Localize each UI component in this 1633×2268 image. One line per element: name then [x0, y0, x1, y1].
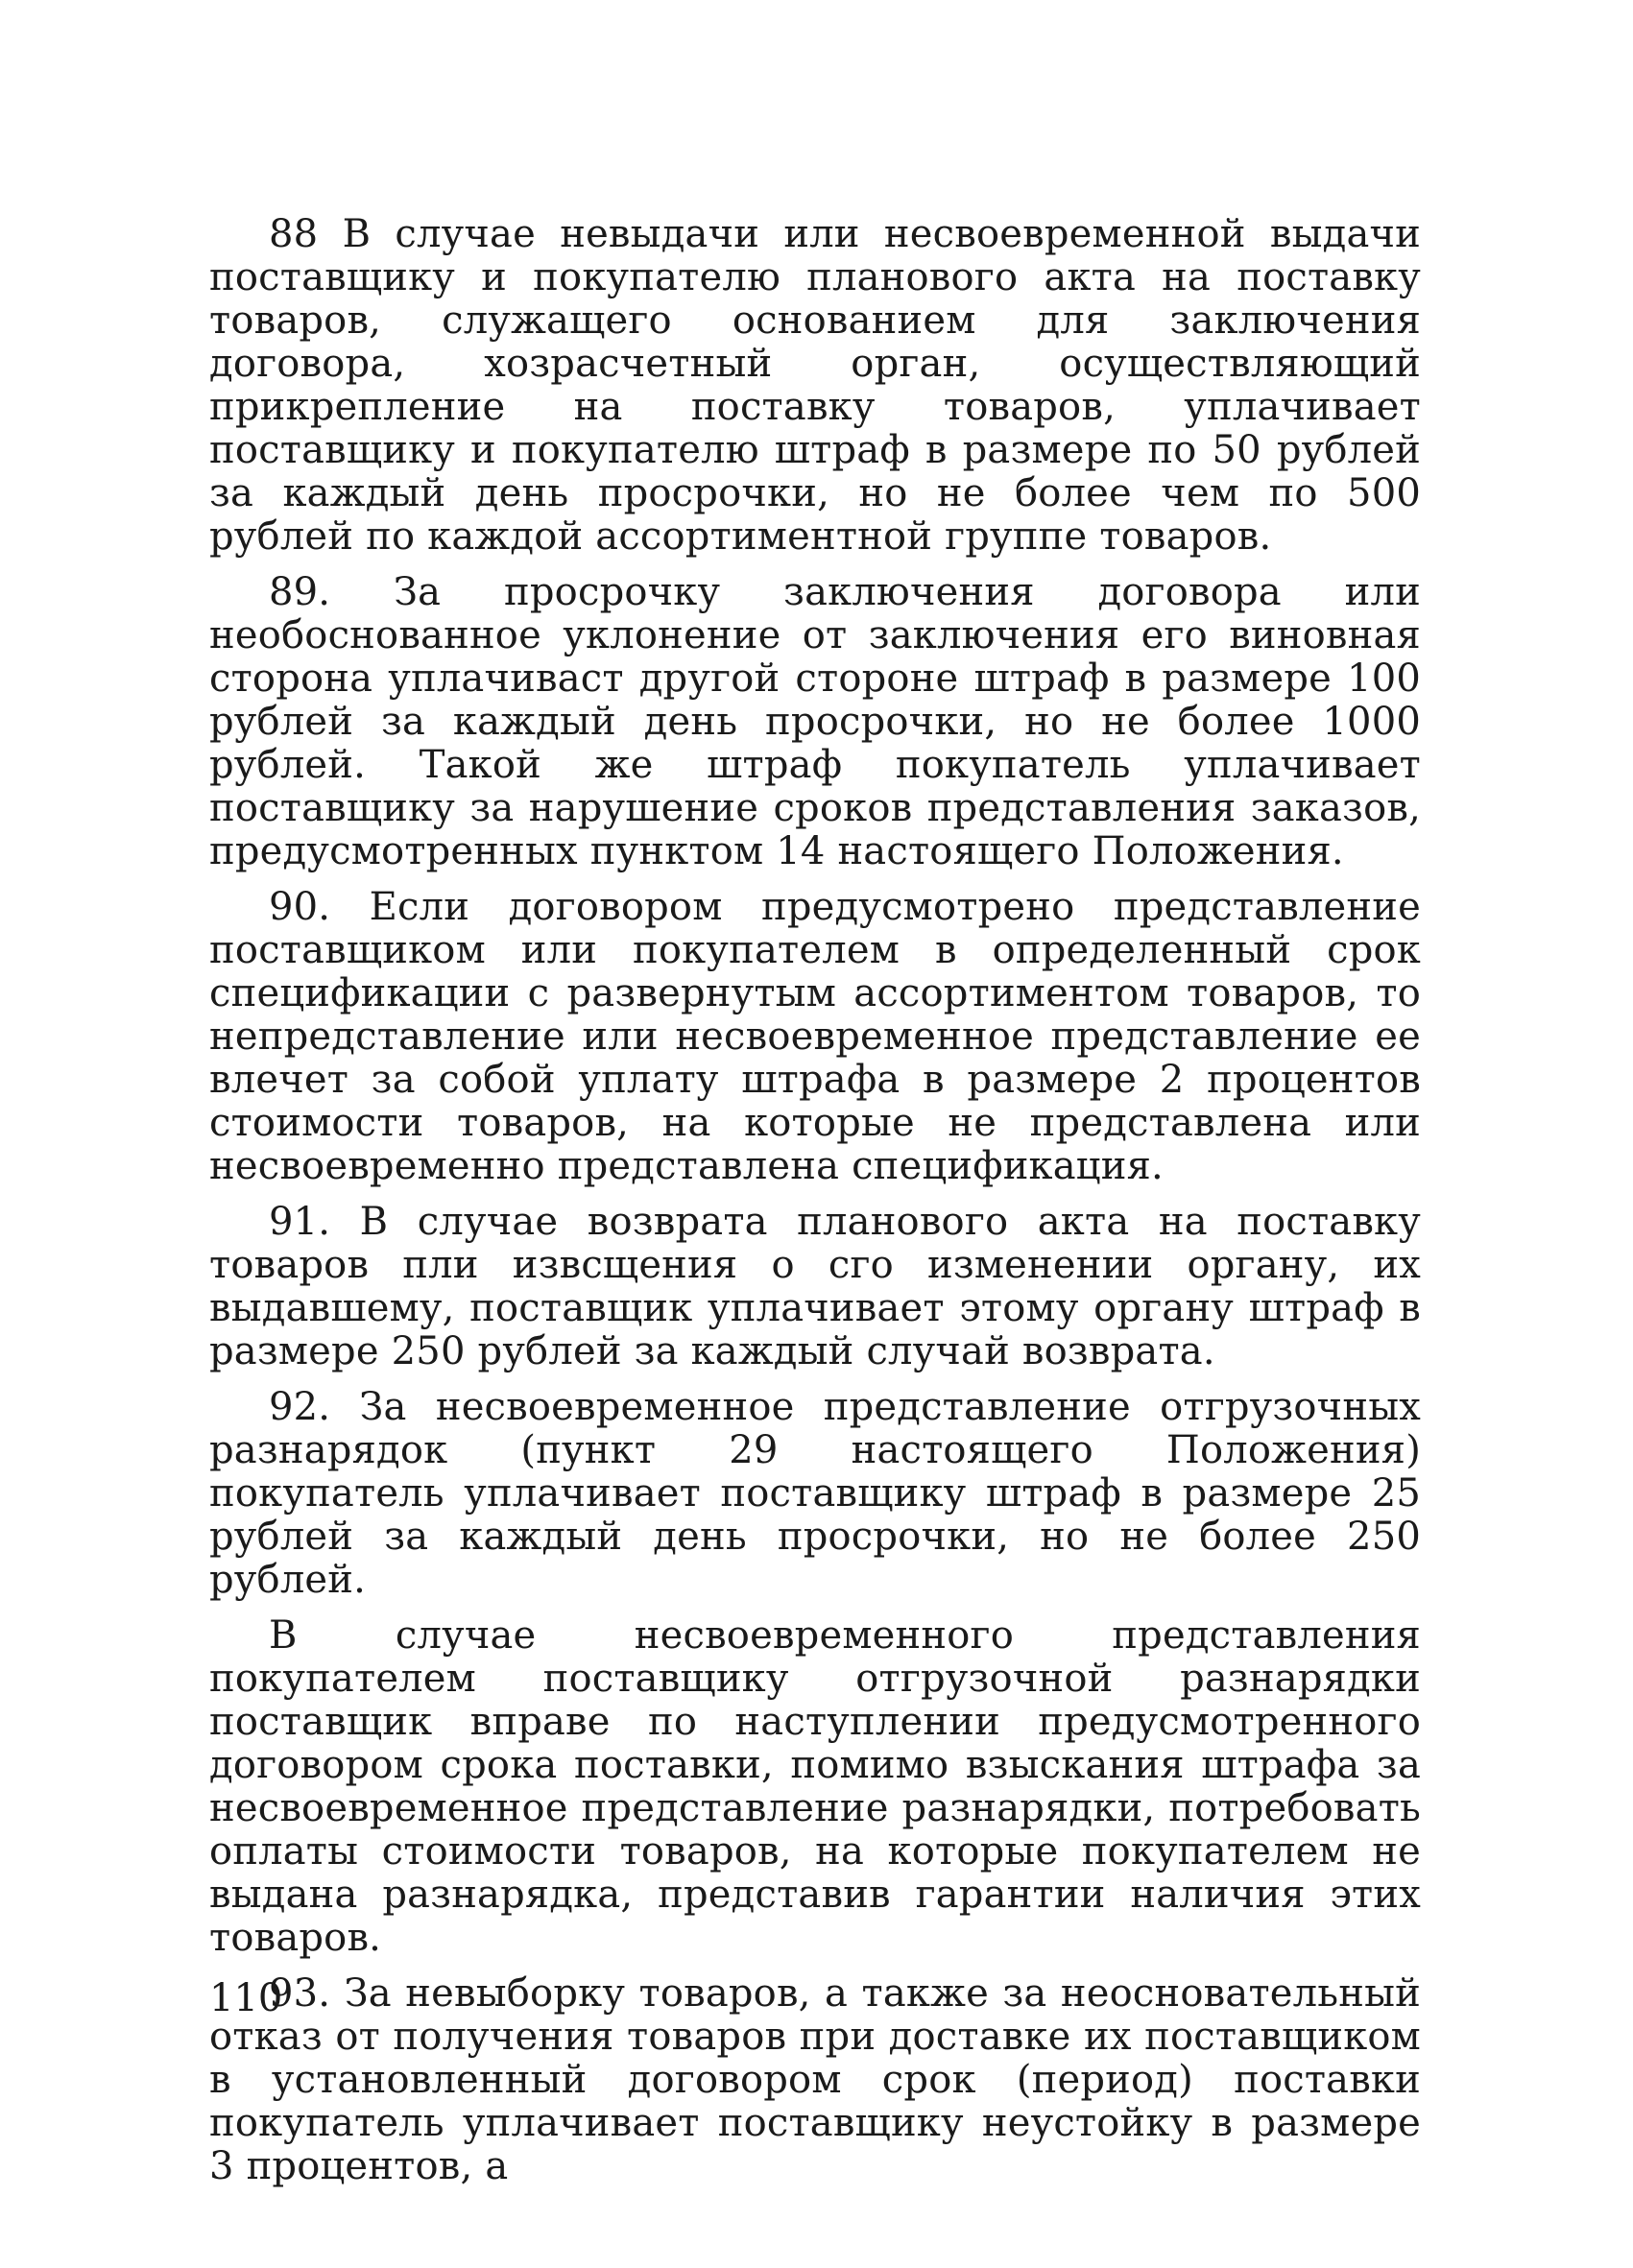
paragraph-92: 92. За несвоевременное представление отгрузочных разнарядок (пункт 29 настоящего Положения) покупатель уплачивает поставщику штраф в размере 25 рублей за каждый день просрочки, но не более 250 рублей.: [209, 1385, 1421, 1602]
paragraph-90: 90. Если договором предусмотрено представление поставщиком или покупателем в определенный срок спецификации с развернутым ассортиментом товаров, то непредставление или несвоевременное представление ее влечет за собой уплату штрафа в размере 2 процентов стоимости товаров, на которые не представлена или несвоевременно представлена спецификация.: [209, 885, 1421, 1188]
page-number: 110: [209, 1976, 283, 2020]
paragraph-93: 93. За невыборку товаров, а также за неосновательный отказ от получения товаров при доставке их поставщиком в установленный договором срок (период) поставки покупатель уплачивает поставщику неустойку в размере 3 процентов, а: [209, 1971, 1421, 2188]
document-body: [209, 213, 1421, 2201]
paragraph-88: 88 В случае невыдачи или несвоевременной выдачи поставщику и покупателю планового акта на поставку товаров, служащего основанием для заключения договора, хозрасчетный орган, осуществляющий прикрепление на поставку товаров, уплачивает поставщику и покупателю штраф в размере по 50 рублей за каждый день просрочки, но не более чем по 500 рублей по каждой ассортиментной группе товаров.: [209, 212, 1421, 559]
paragraph-89: 89. За просрочку заключения договора или необоснованное уклонение от заключения его виновная сторона уплачиваст другой стороне штраф в размере 100 рублей за каждый день просрочки, но не более 1000 рублей. Такой же штраф покупатель уплачивает поставщику за нарушение сроков представления заказов, предусмотренных пунктом 14 настоящего Положения.: [209, 570, 1421, 873]
paragraph-92-continuation: В случае несвоевременного представления покупателем поставщику отгрузочной разнарядки поставщик вправе по наступлении предусмотренного договором срока поставки, помимо взыскания штрафа за несвоевременное представление разнарядки, потребовать оплаты стоимости товаров, на которые покупателем не выдана разнарядка, представив гарантии наличия этих товаров.: [209, 1613, 1421, 1960]
paragraph-91: 91. В случае возврата планового акта на поставку товаров пли извсщения о сго изменении органу, их выдавшему, поставщик уплачивает этому органу штраф в размере 250 рублей за каждый случай возврата.: [209, 1200, 1421, 1373]
